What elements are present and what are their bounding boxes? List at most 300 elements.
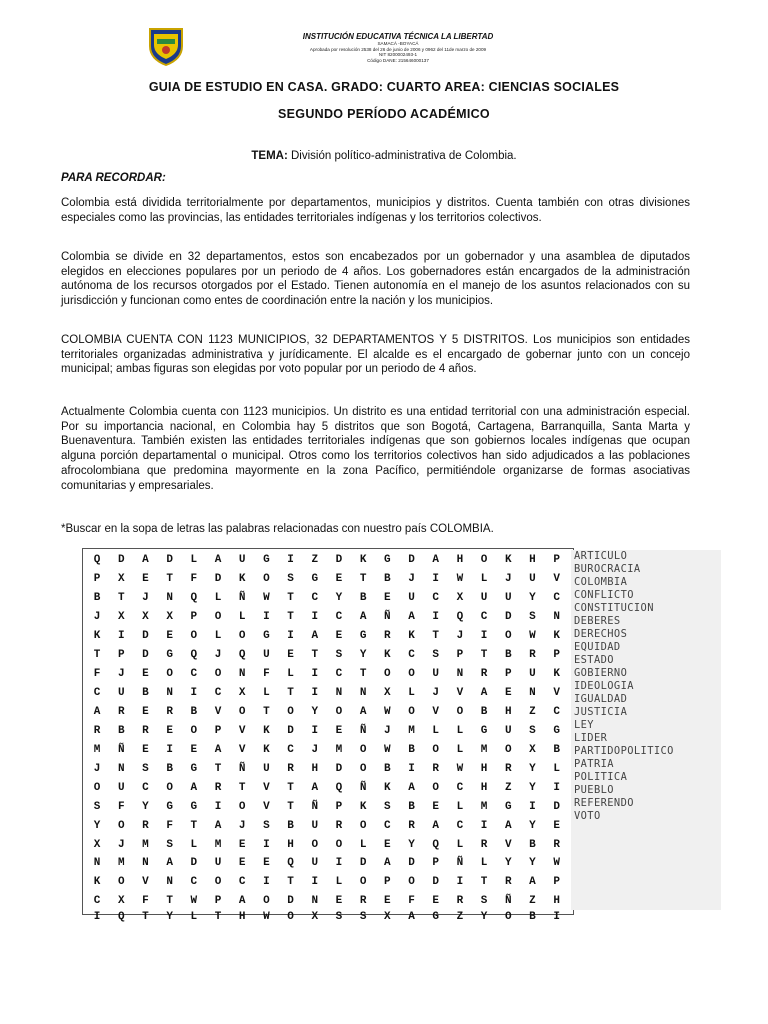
grid-letter[interactable]: Z bbox=[456, 910, 464, 923]
grid-letter[interactable]: E bbox=[553, 819, 560, 832]
grid-letter[interactable]: L bbox=[408, 687, 415, 700]
grid-letter[interactable]: Q bbox=[117, 910, 125, 923]
grid-letter[interactable]: N bbox=[166, 687, 173, 700]
grid-letter[interactable]: A bbox=[384, 857, 391, 870]
grid-letter[interactable]: G bbox=[311, 573, 319, 586]
grid-letter[interactable]: T bbox=[93, 649, 101, 662]
grid-letter[interactable]: L bbox=[190, 910, 198, 923]
grid-letter[interactable]: L bbox=[190, 554, 198, 567]
grid-letter[interactable]: R bbox=[456, 895, 464, 908]
grid-letter[interactable]: B bbox=[553, 743, 560, 756]
grid-letter[interactable]: A bbox=[166, 857, 173, 870]
grid-letter[interactable]: C bbox=[335, 611, 343, 624]
grid-letter[interactable]: O bbox=[117, 819, 125, 832]
grid-letter[interactable]: J bbox=[384, 724, 391, 737]
grid-letter[interactable]: J bbox=[456, 630, 464, 643]
grid-letter[interactable]: N bbox=[335, 687, 343, 700]
grid-letter[interactable]: Y bbox=[480, 910, 488, 923]
grid-letter[interactable]: N bbox=[456, 668, 464, 681]
grid-letter[interactable]: D bbox=[432, 876, 440, 889]
grid-letter[interactable]: A bbox=[190, 781, 198, 794]
grid-letter[interactable]: V bbox=[504, 838, 512, 851]
grid-letter[interactable]: Ñ bbox=[359, 724, 367, 737]
grid-letter[interactable]: M bbox=[480, 743, 488, 756]
grid-letter[interactable]: K bbox=[553, 630, 560, 643]
grid-letter[interactable]: Z bbox=[504, 781, 512, 794]
grid-letter[interactable]: J bbox=[408, 573, 415, 586]
grid-letter[interactable]: O bbox=[432, 743, 440, 756]
grid-letter[interactable]: B bbox=[408, 743, 415, 756]
grid-letter[interactable]: L bbox=[214, 592, 222, 605]
grid-letter[interactable]: R bbox=[287, 762, 294, 775]
grid-letter[interactable]: I bbox=[117, 630, 125, 643]
grid-letter[interactable]: E bbox=[335, 724, 343, 737]
grid-letter[interactable]: Q bbox=[335, 781, 343, 794]
grid-letter[interactable]: M bbox=[93, 743, 101, 756]
grid-letter[interactable]: L bbox=[553, 762, 560, 775]
grid-letter[interactable]: W bbox=[456, 573, 464, 586]
grid-letter[interactable]: L bbox=[456, 743, 464, 756]
grid-letter[interactable]: O bbox=[359, 876, 367, 889]
grid-letter[interactable]: O bbox=[238, 705, 246, 718]
grid-letter[interactable]: T bbox=[117, 592, 125, 605]
grid-letter[interactable]: A bbox=[408, 910, 415, 923]
grid-letter[interactable]: T bbox=[480, 649, 488, 662]
grid-letter[interactable]: L bbox=[190, 838, 198, 851]
grid-letter[interactable]: R bbox=[480, 838, 488, 851]
grid-letter[interactable]: E bbox=[190, 743, 198, 756]
grid-letter[interactable]: O bbox=[190, 630, 198, 643]
grid-letter[interactable]: K bbox=[384, 649, 391, 662]
grid-letter[interactable]: O bbox=[480, 554, 488, 567]
grid-letter[interactable]: P bbox=[553, 876, 560, 889]
grid-letter[interactable]: A bbox=[432, 819, 440, 832]
grid-letter[interactable]: B bbox=[529, 838, 536, 851]
grid-letter[interactable]: L bbox=[214, 630, 222, 643]
grid-letter[interactable]: Z bbox=[311, 554, 319, 567]
grid-letter[interactable]: R bbox=[214, 781, 222, 794]
grid-letter[interactable]: U bbox=[480, 592, 488, 605]
grid-letter[interactable]: S bbox=[529, 611, 536, 624]
grid-letter[interactable]: U bbox=[117, 687, 125, 700]
grid-letter[interactable]: G bbox=[263, 630, 270, 643]
grid-letter[interactable]: O bbox=[238, 630, 246, 643]
grid-letter[interactable]: C bbox=[432, 592, 440, 605]
grid-letter[interactable]: N bbox=[311, 895, 319, 908]
grid-letter[interactable]: T bbox=[359, 668, 367, 681]
grid-letter[interactable]: E bbox=[287, 649, 294, 662]
grid-letter[interactable]: N bbox=[142, 857, 149, 870]
grid-letter[interactable]: I bbox=[311, 724, 319, 737]
grid-letter[interactable]: B bbox=[384, 762, 391, 775]
grid-letter[interactable]: J bbox=[117, 668, 125, 681]
grid-letter[interactable]: Q bbox=[432, 838, 440, 851]
grid-letter[interactable]: X bbox=[142, 611, 149, 624]
grid-letter[interactable]: J bbox=[214, 649, 222, 662]
grid-letter[interactable]: E bbox=[384, 895, 391, 908]
grid-letter[interactable]: D bbox=[214, 573, 222, 586]
grid-letter[interactable]: Ñ bbox=[359, 781, 367, 794]
grid-letter[interactable]: D bbox=[190, 857, 198, 870]
grid-letter[interactable]: H bbox=[311, 762, 319, 775]
grid-letter[interactable]: G bbox=[190, 762, 198, 775]
grid-letter[interactable]: L bbox=[238, 611, 246, 624]
grid-letter[interactable]: H bbox=[480, 762, 488, 775]
grid-letter[interactable]: Ñ bbox=[384, 611, 391, 624]
grid-letter[interactable]: T bbox=[359, 573, 367, 586]
grid-letter[interactable]: H bbox=[456, 554, 464, 567]
grid-letter[interactable]: I bbox=[166, 743, 173, 756]
grid-letter[interactable]: L bbox=[480, 857, 488, 870]
grid-letter[interactable]: I bbox=[432, 611, 440, 624]
grid-letter[interactable]: K bbox=[93, 876, 101, 889]
grid-letter[interactable]: B bbox=[287, 819, 294, 832]
grid-letter[interactable]: M bbox=[117, 857, 125, 870]
grid-letter[interactable]: Ñ bbox=[238, 762, 246, 775]
grid-letter[interactable]: T bbox=[166, 573, 173, 586]
grid-letter[interactable]: O bbox=[359, 819, 367, 832]
grid-letter[interactable]: K bbox=[384, 781, 391, 794]
grid-letter[interactable]: Q bbox=[190, 592, 198, 605]
grid-letter[interactable]: U bbox=[408, 592, 415, 605]
grid-letter[interactable]: I bbox=[553, 910, 560, 923]
grid-letter[interactable]: I bbox=[480, 819, 488, 832]
grid-letter[interactable]: K bbox=[359, 800, 367, 813]
grid-letter[interactable]: E bbox=[432, 895, 440, 908]
grid-letter[interactable]: C bbox=[142, 781, 149, 794]
grid-letter[interactable]: P bbox=[214, 895, 222, 908]
grid-letter[interactable]: H bbox=[480, 781, 488, 794]
grid-letter[interactable]: O bbox=[287, 910, 294, 923]
grid-letter[interactable]: P bbox=[553, 649, 560, 662]
grid-letter[interactable]: T bbox=[214, 910, 222, 923]
grid-letter[interactable]: G bbox=[480, 724, 488, 737]
grid-letter[interactable]: S bbox=[93, 800, 101, 813]
grid-letter[interactable]: U bbox=[432, 668, 440, 681]
grid-letter[interactable]: E bbox=[142, 573, 149, 586]
grid-letter[interactable]: E bbox=[166, 630, 173, 643]
grid-letter[interactable]: P bbox=[335, 800, 343, 813]
grid-letter[interactable]: Y bbox=[166, 910, 173, 923]
grid-letter[interactable]: E bbox=[238, 857, 246, 870]
grid-letter[interactable]: C bbox=[456, 819, 464, 832]
grid-letter[interactable]: H bbox=[529, 554, 536, 567]
grid-letter[interactable]: Q bbox=[287, 857, 294, 870]
grid-letter[interactable]: O bbox=[214, 668, 222, 681]
grid-letter[interactable]: U bbox=[263, 649, 270, 662]
grid-letter[interactable]: T bbox=[287, 876, 294, 889]
grid-letter[interactable]: D bbox=[335, 762, 343, 775]
grid-letter[interactable]: H bbox=[238, 910, 246, 923]
grid-letter[interactable]: R bbox=[504, 876, 512, 889]
grid-letter[interactable]: O bbox=[408, 668, 415, 681]
grid-letter[interactable]: I bbox=[311, 687, 319, 700]
grid-letter[interactable]: E bbox=[504, 687, 512, 700]
grid-letter[interactable]: T bbox=[287, 687, 294, 700]
grid-letter[interactable]: Q bbox=[238, 649, 246, 662]
grid-letter[interactable]: O bbox=[238, 800, 246, 813]
grid-letter[interactable]: H bbox=[553, 895, 560, 908]
grid-letter[interactable]: O bbox=[384, 668, 391, 681]
grid-letter[interactable]: M bbox=[408, 724, 415, 737]
grid-letter[interactable]: Ñ bbox=[311, 800, 319, 813]
grid-letter[interactable]: J bbox=[432, 687, 440, 700]
grid-letter[interactable]: A bbox=[359, 705, 367, 718]
grid-letter[interactable]: U bbox=[214, 857, 222, 870]
grid-letter[interactable]: T bbox=[480, 876, 488, 889]
grid-letter[interactable]: A bbox=[214, 743, 222, 756]
grid-letter[interactable]: B bbox=[408, 800, 415, 813]
grid-letter[interactable]: P bbox=[117, 649, 125, 662]
grid-letter[interactable]: S bbox=[263, 819, 270, 832]
grid-letter[interactable]: Y bbox=[142, 800, 149, 813]
grid-letter[interactable]: T bbox=[432, 630, 440, 643]
grid-letter[interactable]: G bbox=[432, 910, 440, 923]
grid-letter[interactable]: T bbox=[287, 592, 294, 605]
grid-letter[interactable]: R bbox=[504, 762, 512, 775]
grid-letter[interactable]: U bbox=[311, 819, 319, 832]
grid-letter[interactable]: Q bbox=[456, 611, 464, 624]
grid-letter[interactable]: Ñ bbox=[456, 857, 464, 870]
grid-letter[interactable]: C bbox=[456, 781, 464, 794]
grid-letter[interactable]: S bbox=[359, 910, 367, 923]
grid-letter[interactable]: V bbox=[456, 687, 464, 700]
grid-letter[interactable]: R bbox=[432, 762, 440, 775]
grid-letter[interactable]: V bbox=[553, 687, 560, 700]
grid-letter[interactable]: Z bbox=[529, 895, 536, 908]
grid-letter[interactable]: Ñ bbox=[117, 743, 125, 756]
grid-letter[interactable]: A bbox=[408, 611, 415, 624]
grid-letter[interactable]: S bbox=[142, 762, 149, 775]
grid-letter[interactable]: I bbox=[311, 876, 319, 889]
grid-letter[interactable]: R bbox=[408, 819, 415, 832]
grid-letter[interactable]: P bbox=[432, 857, 440, 870]
grid-letter[interactable]: X bbox=[93, 838, 101, 851]
grid-letter[interactable]: N bbox=[117, 762, 125, 775]
grid-letter[interactable]: J bbox=[311, 743, 319, 756]
grid-letter[interactable]: Y bbox=[359, 649, 367, 662]
grid-letter[interactable]: K bbox=[408, 630, 415, 643]
grid-letter[interactable]: L bbox=[456, 838, 464, 851]
grid-letter[interactable]: X bbox=[311, 910, 319, 923]
grid-letter[interactable]: C bbox=[214, 687, 222, 700]
grid-letter[interactable]: K bbox=[238, 573, 246, 586]
grid-letter[interactable]: I bbox=[553, 781, 560, 794]
grid-letter[interactable]: Y bbox=[335, 592, 343, 605]
grid-letter[interactable]: O bbox=[190, 724, 198, 737]
grid-letter[interactable]: E bbox=[238, 838, 246, 851]
grid-letter[interactable]: W bbox=[529, 630, 536, 643]
grid-letter[interactable]: A bbox=[311, 630, 319, 643]
grid-letter[interactable]: I bbox=[263, 876, 270, 889]
grid-letter[interactable]: I bbox=[335, 857, 343, 870]
grid-letter[interactable]: T bbox=[142, 910, 149, 923]
grid-letter[interactable]: N bbox=[166, 876, 173, 889]
grid-letter[interactable]: J bbox=[142, 592, 149, 605]
grid-letter[interactable]: B bbox=[93, 592, 101, 605]
grid-letter[interactable]: C bbox=[480, 611, 488, 624]
grid-letter[interactable]: L bbox=[287, 668, 294, 681]
grid-letter[interactable]: N bbox=[359, 687, 367, 700]
grid-letter[interactable]: O bbox=[263, 573, 270, 586]
grid-letter[interactable]: B bbox=[166, 762, 173, 775]
grid-letter[interactable]: I bbox=[287, 630, 294, 643]
grid-letter[interactable]: U bbox=[529, 668, 536, 681]
grid-letter[interactable]: B bbox=[480, 705, 488, 718]
grid-letter[interactable]: O bbox=[359, 762, 367, 775]
grid-letter[interactable]: C bbox=[190, 876, 198, 889]
grid-letter[interactable]: D bbox=[359, 857, 367, 870]
grid-letter[interactable]: B bbox=[142, 687, 149, 700]
grid-letter[interactable]: B bbox=[359, 592, 367, 605]
grid-letter[interactable]: I bbox=[432, 573, 440, 586]
grid-letter[interactable]: Y bbox=[529, 781, 536, 794]
grid-letter[interactable]: U bbox=[117, 781, 125, 794]
grid-letter[interactable]: E bbox=[335, 630, 343, 643]
grid-letter[interactable]: X bbox=[117, 573, 125, 586]
grid-letter[interactable]: F bbox=[117, 800, 125, 813]
grid-letter[interactable]: Y bbox=[504, 857, 512, 870]
grid-letter[interactable]: Y bbox=[529, 592, 536, 605]
grid-letter[interactable]: A bbox=[504, 819, 512, 832]
grid-letter[interactable]: B bbox=[504, 649, 512, 662]
grid-letter[interactable]: I bbox=[287, 554, 294, 567]
grid-letter[interactable]: O bbox=[408, 876, 415, 889]
grid-letter[interactable]: F bbox=[190, 573, 198, 586]
grid-letter[interactable]: A bbox=[93, 705, 101, 718]
grid-letter[interactable]: T bbox=[190, 819, 198, 832]
grid-letter[interactable]: M bbox=[335, 743, 343, 756]
grid-letter[interactable]: A bbox=[142, 554, 149, 567]
grid-letter[interactable]: O bbox=[432, 781, 440, 794]
grid-letter[interactable]: W bbox=[384, 743, 391, 756]
grid-letter[interactable]: N bbox=[529, 687, 536, 700]
grid-letter[interactable]: V bbox=[238, 743, 246, 756]
grid-letter[interactable]: S bbox=[287, 573, 294, 586]
grid-letter[interactable]: I bbox=[408, 762, 415, 775]
grid-letter[interactable]: V bbox=[142, 876, 149, 889]
grid-letter[interactable]: U bbox=[504, 592, 512, 605]
grid-letter[interactable]: D bbox=[287, 724, 294, 737]
grid-letter[interactable]: D bbox=[335, 554, 343, 567]
grid-letter[interactable]: L bbox=[359, 838, 367, 851]
grid-letter[interactable]: Z bbox=[529, 705, 536, 718]
grid-letter[interactable]: E bbox=[384, 838, 391, 851]
grid-letter[interactable]: E bbox=[166, 724, 173, 737]
grid-letter[interactable]: I bbox=[456, 876, 464, 889]
grid-letter[interactable]: C bbox=[93, 895, 101, 908]
grid-letter[interactable]: T bbox=[238, 781, 246, 794]
grid-letter[interactable]: J bbox=[117, 838, 125, 851]
grid-letter[interactable]: E bbox=[335, 895, 343, 908]
grid-letter[interactable]: P bbox=[190, 611, 198, 624]
grid-letter[interactable]: A bbox=[311, 781, 319, 794]
grid-letter[interactable]: U bbox=[263, 762, 270, 775]
grid-letter[interactable]: X bbox=[117, 611, 125, 624]
grid-letter[interactable]: C bbox=[553, 592, 560, 605]
grid-letter[interactable]: A bbox=[480, 687, 488, 700]
grid-letter[interactable]: U bbox=[311, 857, 319, 870]
grid-letter[interactable]: O bbox=[504, 630, 512, 643]
grid-letter[interactable]: R bbox=[93, 724, 101, 737]
grid-letter[interactable]: S bbox=[384, 800, 391, 813]
grid-letter[interactable]: C bbox=[287, 743, 294, 756]
grid-letter[interactable]: P bbox=[384, 876, 391, 889]
grid-letter[interactable]: K bbox=[263, 743, 270, 756]
grid-letter[interactable]: V bbox=[263, 800, 270, 813]
grid-letter[interactable]: S bbox=[166, 838, 173, 851]
grid-letter[interactable]: A bbox=[359, 611, 367, 624]
grid-letter[interactable]: O bbox=[287, 705, 294, 718]
grid-letter[interactable]: M bbox=[214, 838, 222, 851]
grid-letter[interactable]: W bbox=[456, 762, 464, 775]
grid-letter[interactable]: W bbox=[384, 705, 391, 718]
grid-letter[interactable]: U bbox=[504, 724, 512, 737]
grid-letter[interactable]: V bbox=[263, 781, 270, 794]
grid-letter[interactable]: R bbox=[335, 819, 343, 832]
grid-letter[interactable]: T bbox=[287, 611, 294, 624]
grid-letter[interactable]: O bbox=[504, 743, 512, 756]
grid-letter[interactable]: P bbox=[504, 668, 512, 681]
grid-letter[interactable]: S bbox=[335, 910, 343, 923]
grid-letter[interactable]: X bbox=[384, 687, 391, 700]
grid-letter[interactable]: Y bbox=[529, 762, 536, 775]
grid-letter[interactable]: G bbox=[166, 649, 173, 662]
grid-letter[interactable]: A bbox=[214, 554, 222, 567]
grid-letter[interactable]: G bbox=[190, 800, 198, 813]
grid-letter[interactable]: D bbox=[408, 554, 415, 567]
grid-letter[interactable]: V bbox=[214, 705, 222, 718]
grid-letter[interactable]: Ñ bbox=[504, 895, 512, 908]
grid-letter[interactable]: G bbox=[166, 800, 173, 813]
grid-letter[interactable]: O bbox=[504, 910, 512, 923]
grid-letter[interactable]: C bbox=[190, 668, 198, 681]
grid-letter[interactable]: O bbox=[214, 611, 222, 624]
grid-letter[interactable]: L bbox=[335, 876, 343, 889]
grid-letter[interactable]: E bbox=[335, 573, 343, 586]
grid-letter[interactable]: A bbox=[408, 781, 415, 794]
grid-letter[interactable]: C bbox=[93, 687, 101, 700]
grid-letter[interactable]: Q bbox=[190, 649, 198, 662]
grid-letter[interactable]: F bbox=[93, 668, 101, 681]
grid-letter[interactable]: X bbox=[117, 895, 125, 908]
grid-letter[interactable]: C bbox=[335, 668, 343, 681]
grid-letter[interactable]: D bbox=[287, 895, 294, 908]
grid-letter[interactable]: O bbox=[166, 668, 173, 681]
grid-letter[interactable]: R bbox=[480, 668, 488, 681]
grid-letter[interactable]: O bbox=[359, 743, 367, 756]
grid-letter[interactable]: D bbox=[553, 800, 560, 813]
grid-letter[interactable]: M bbox=[142, 838, 149, 851]
grid-letter[interactable]: T bbox=[287, 800, 294, 813]
grid-letter[interactable]: B bbox=[190, 705, 198, 718]
grid-letter[interactable]: R bbox=[142, 819, 149, 832]
grid-letter[interactable]: H bbox=[287, 838, 294, 851]
grid-letter[interactable]: W bbox=[263, 910, 270, 923]
grid-letter[interactable]: W bbox=[190, 895, 198, 908]
grid-letter[interactable]: G bbox=[504, 800, 512, 813]
grid-letter[interactable]: F bbox=[166, 819, 173, 832]
grid-letter[interactable]: K bbox=[93, 630, 101, 643]
grid-letter[interactable]: I bbox=[190, 687, 198, 700]
grid-letter[interactable]: I bbox=[263, 838, 270, 851]
grid-letter[interactable]: G bbox=[359, 630, 367, 643]
grid-letter[interactable]: Y bbox=[529, 819, 536, 832]
grid-letter[interactable]: X bbox=[166, 611, 173, 624]
grid-letter[interactable]: I bbox=[214, 800, 222, 813]
grid-letter[interactable]: D bbox=[408, 857, 415, 870]
grid-letter[interactable]: O bbox=[214, 876, 222, 889]
